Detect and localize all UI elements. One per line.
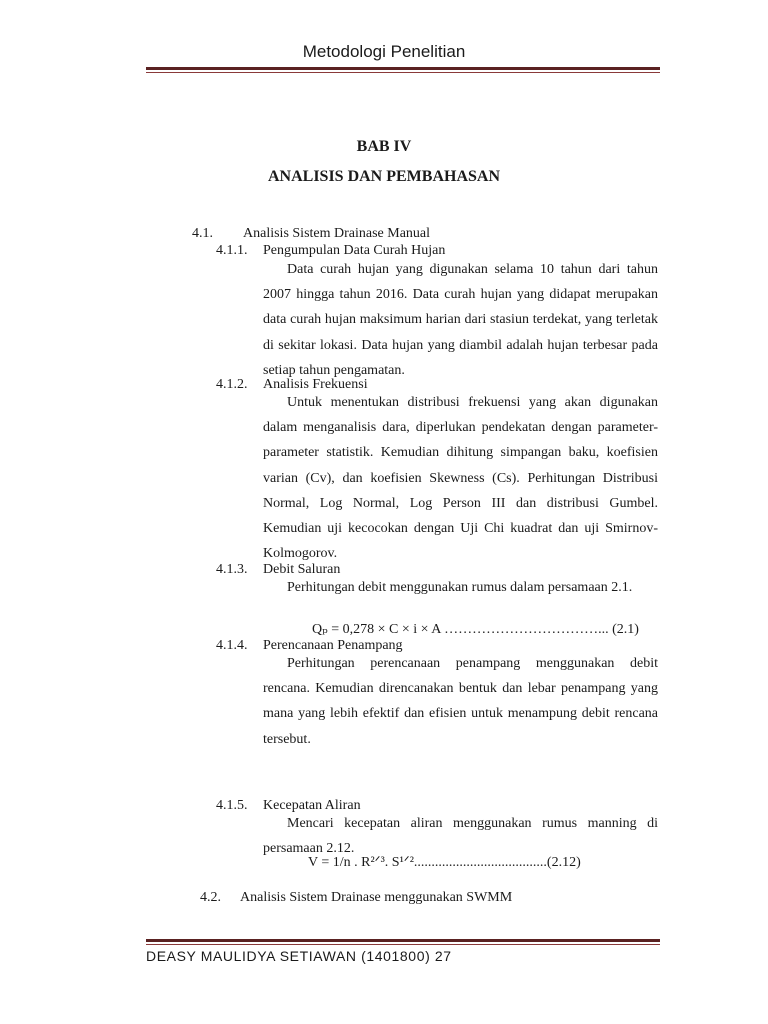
section-title-4-1-3: Debit Saluran [263,562,341,577]
chapter-label: BAB IV [356,138,412,155]
section-number-4-2: 4.2. [200,890,221,905]
page-footer: DEASY MAULIDYA SETIAWAN (1401800) 27 [146,948,452,964]
section-number-4-1: 4.1. [192,226,213,241]
section-title-4-1: Analisis Sistem Drainase Manual [243,226,431,241]
paragraph-4-1-4: Perhitungan perencanaan penampang menggunakan debit rencana. Kemudian direncanakan bentuk dan lebar penampang yang mana yang lebih efektif dan efisien untuk menampung debit rencana tersebut. [263,656,658,747]
paragraph-4-1-5: Mencari kecepatan aliran menggunakan rumus manning di persamaan 2.12. [263,816,658,857]
section-title-4-1-4: Perencanaan Penampang [263,638,403,653]
paragraph-4-1-2: Untuk menentukan distribusi frekuensi yang akan digunakan dalam menganalisis dara, diperlukan pendekatan dengan parameter-parameter statistik. Kemudian dihitung simpangan baku, koefisien varian (Cv), dan koefisien Skewness (Cs). Perhitungan Distribusi Normal, Log Normal, Log Person III dan distribusi Gumbel. Kemudian uji kecocokan dengan Uji Chi kuadrat dan uji Smirnov-Kolmogorov. [263,395,658,562]
section-number-4-1-3: 4.1.3. [216,562,248,577]
formula-2-1: Qₚ = 0,278 × C × i × A ……………………………... (2.1) [312,622,639,637]
footer-divider [146,939,660,945]
section-title-4-1-2: Analisis Frekuensi [263,377,368,392]
section-number-4-1-2: 4.1.2. [216,377,248,392]
chapter-title: ANALISIS DAN PEMBAHASAN [267,168,501,185]
page-header-title: Metodologi Penelitian [302,42,466,61]
paragraph-4-1-1: Data curah hujan yang digunakan selama 10 tahun dari tahun 2007 hingga tahun 2016. Data curah hujan yang didapat merupakan data curah hujan maksimum harian dari stasiun terdekat, yang terletak di sekitar lokasi. Data hujan yang diambil adalah hujan terbesar pada setiap tahun pengamatan. [263,262,658,378]
section-title-4-2: Analisis Sistem Drainase menggunakan SWMM [240,890,513,905]
section-number-4-1-4: 4.1.4. [216,638,248,653]
formula-2-12: V = 1/n . R²ᐟ³. S¹ᐟ²......................................(2.12) [308,855,581,870]
section-number-4-1-1: 4.1.1. [216,243,248,258]
section-number-4-1-5: 4.1.5. [216,798,248,813]
section-title-4-1-1: Pengumpulan Data Curah Hujan [263,243,446,258]
paragraph-4-1-3: Perhitungan debit menggunakan rumus dalam persamaan 2.1. [287,580,633,595]
header-divider [146,67,660,73]
section-title-4-1-5: Kecepatan Aliran [263,798,361,813]
